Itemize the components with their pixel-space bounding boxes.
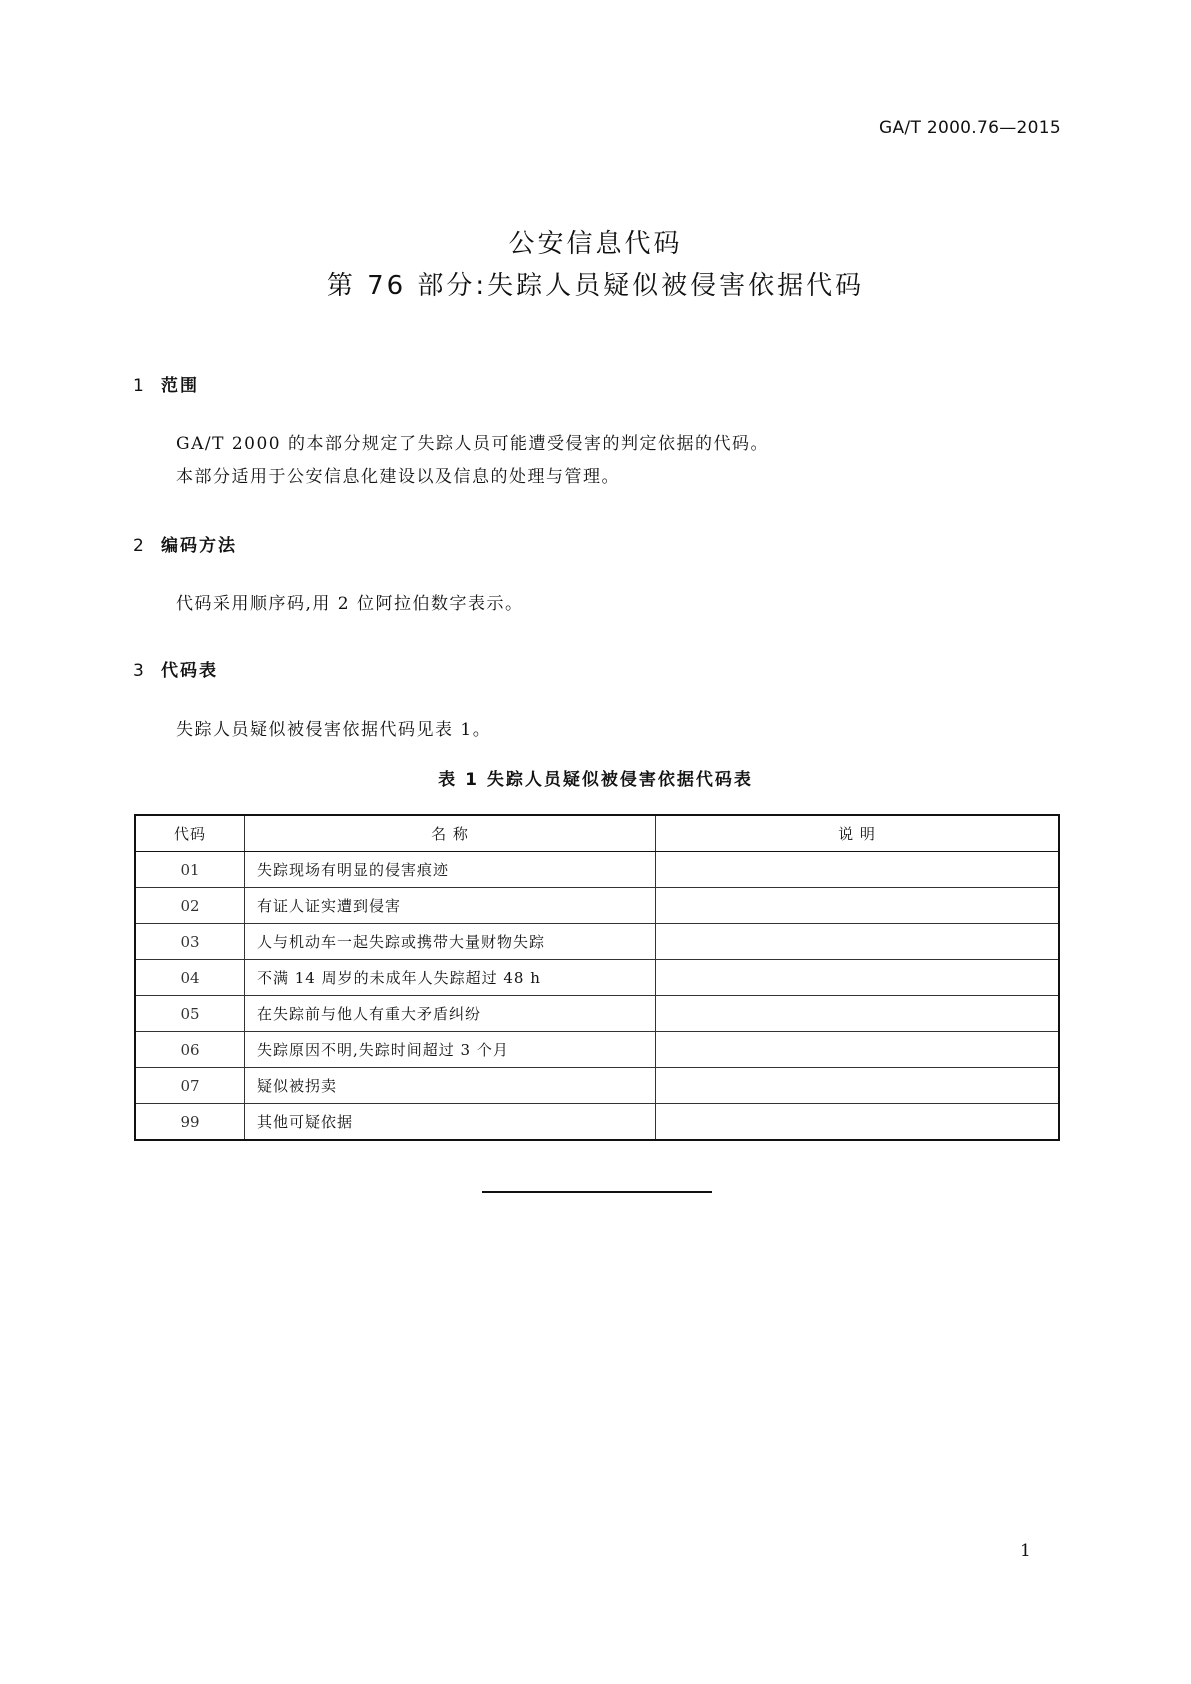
- cell-code: 05: [135, 996, 245, 1032]
- table-row: [135, 1068, 1059, 1104]
- table-row: [135, 888, 1059, 924]
- cell-code: 02: [135, 888, 245, 924]
- cell-code: 99: [135, 1104, 245, 1141]
- table-row: [135, 996, 1059, 1032]
- paragraph-scope-1: GA/T 2000 的本部分规定了失踪人员可能遭受侵害的判定依据的代码。: [176, 434, 769, 454]
- cell-code: 07: [135, 1068, 245, 1104]
- cell-description: [656, 1104, 1060, 1141]
- cell-code: 04: [135, 960, 245, 996]
- cell-name: 失踪现场有明显的侵害痕迹: [245, 852, 656, 888]
- table-row: [135, 1032, 1059, 1068]
- cell-description: [656, 1068, 1060, 1104]
- section-heading-code-table: [133, 656, 218, 681]
- cell-code: 01: [135, 852, 245, 888]
- table-caption: 表 1 失踪人员疑似被侵害依据代码表: [438, 770, 753, 790]
- table-row: [135, 960, 1059, 996]
- section-heading-coding-method: [133, 531, 237, 556]
- header-description: 说 明: [656, 815, 1060, 852]
- cell-name: 不满 14 周岁的未成年人失踪超过 48 h: [245, 960, 656, 996]
- cell-name: 人与机动车一起失踪或携带大量财物失踪: [245, 924, 656, 960]
- cell-name: 失踪原因不明,失踪时间超过 3 个月: [245, 1032, 656, 1068]
- title-line-2: 第 76 部分:失踪人员疑似被侵害依据代码: [326, 270, 865, 301]
- cell-name: 有证人证实遭到侵害: [245, 888, 656, 924]
- section-title: 代码表: [161, 661, 218, 681]
- table-row: [135, 1104, 1059, 1141]
- document-title: [0, 224, 1191, 307]
- code-table: [134, 814, 1060, 1141]
- cell-description: [656, 852, 1060, 888]
- section-number: 3: [133, 661, 146, 681]
- title-line-1: 公安信息代码: [508, 229, 683, 259]
- section-heading-scope: [133, 371, 199, 396]
- cell-description: [656, 1032, 1060, 1068]
- table-header-row: [135, 815, 1059, 852]
- end-of-standard-rule: [482, 1191, 712, 1193]
- table-row: [135, 852, 1059, 888]
- cell-description: [656, 996, 1060, 1032]
- cell-description: [656, 924, 1060, 960]
- table-row: [135, 924, 1059, 960]
- paragraph-coding-method: 代码采用顺序码,用 2 位阿拉伯数字表示。: [176, 594, 524, 614]
- section-title: 编码方法: [161, 536, 237, 556]
- section-title: 范围: [161, 376, 199, 396]
- header-code: 代码: [135, 815, 245, 852]
- cell-name: 在失踪前与他人有重大矛盾纠纷: [245, 996, 656, 1032]
- paragraph-code-table: 失踪人员疑似被侵害依据代码见表 1。: [176, 720, 492, 740]
- page-number: 1: [1020, 1541, 1031, 1561]
- paragraph-scope-2: 本部分适用于公安信息化建设以及信息的处理与管理。: [176, 467, 620, 487]
- section-number: 1: [133, 376, 146, 396]
- cell-name: 疑似被拐卖: [245, 1068, 656, 1104]
- cell-code: 03: [135, 924, 245, 960]
- standard-code: GA/T 2000.76—2015: [879, 118, 1061, 138]
- section-number: 2: [133, 536, 146, 556]
- cell-code: 06: [135, 1032, 245, 1068]
- cell-description: [656, 960, 1060, 996]
- cell-name: 其他可疑依据: [245, 1104, 656, 1141]
- header-name: 名 称: [245, 815, 656, 852]
- cell-description: [656, 888, 1060, 924]
